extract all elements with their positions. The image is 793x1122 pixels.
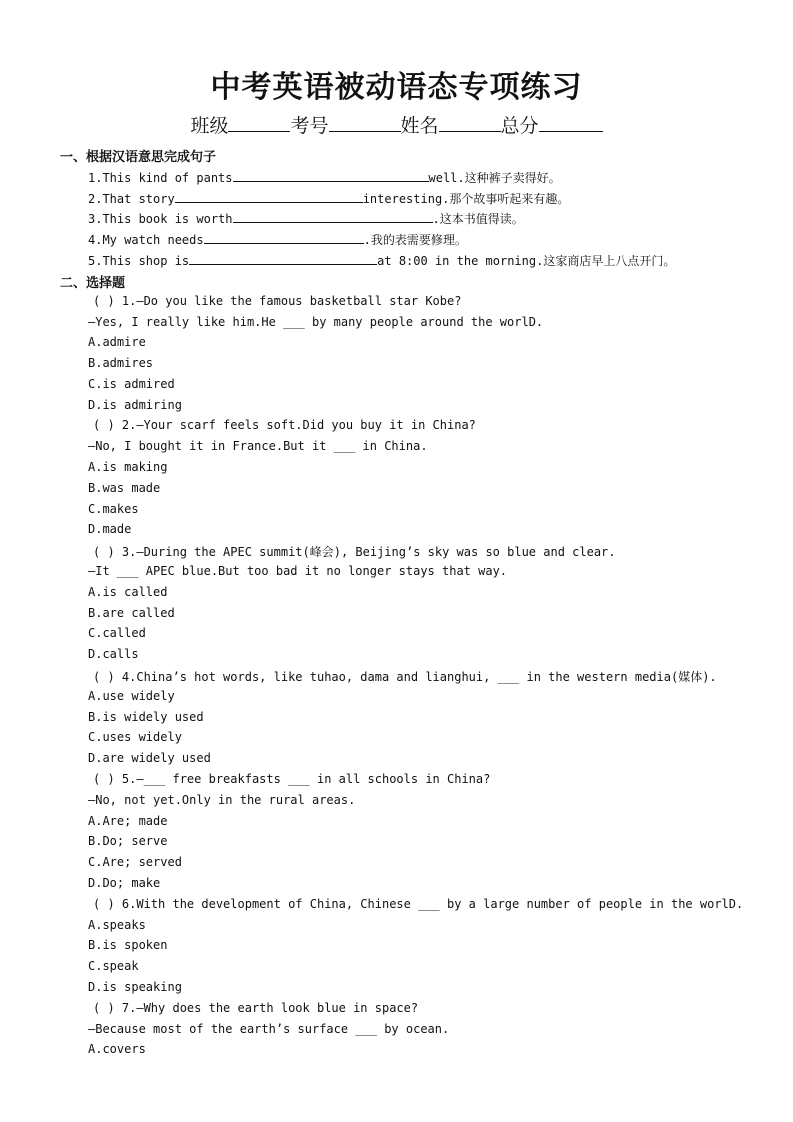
fill-item-prefix: 1.This kind of pants: [88, 171, 233, 185]
fill-item: [88, 252, 675, 269]
option-line: C.uses widely: [88, 730, 182, 744]
fill-item: [88, 190, 569, 207]
answer-blank: [204, 231, 364, 244]
option-line: B.Do; serve: [88, 834, 168, 848]
option-line: D.calls: [88, 647, 139, 661]
fill-item-suffix: well.这种裤子卖得好。: [428, 171, 561, 185]
header-fields: [0, 111, 793, 138]
section1-heading: 一、根据汉语意思完成句子: [60, 150, 217, 165]
score-label: 总分: [500, 115, 539, 137]
question-line: —No, I bought it in France.But it ___ in China.: [88, 439, 428, 453]
option-line: B.is spoken: [88, 938, 168, 952]
answer-blank: [233, 210, 433, 223]
option-line: B.is widely used: [88, 710, 204, 724]
fill-item-prefix: 2.That story: [88, 192, 175, 206]
question-line: —Because most of the earth’s surface ___ by ocean.: [88, 1022, 450, 1036]
name-blank: [439, 113, 501, 132]
option-line: B.was made: [88, 481, 161, 495]
exam-no-label: 考号: [290, 115, 329, 137]
answer-blank: [189, 252, 377, 265]
question-line: —No, not yet.Only in the rural areas.: [88, 793, 356, 807]
fill-item-suffix: interesting.那个故事听起来有趣。: [362, 192, 570, 206]
option-line: C.is admired: [88, 377, 175, 391]
question-stem: ( ) 5.—___ free breakfasts ___ in all schools in China?: [93, 772, 491, 786]
fill-item-suffix: at 8:00 in the morning.这家商店早上八点开门。: [377, 254, 676, 268]
fill-item-suffix: .这本书值得读。: [432, 212, 524, 226]
fill-item-prefix: 3.This book is worth: [88, 212, 233, 226]
option-line: A.is called: [88, 585, 168, 599]
option-line: D.are widely used: [88, 751, 211, 765]
option-line: B.are called: [88, 606, 175, 620]
question-stem: ( ) 7.—Why does the earth look blue in space?: [93, 1001, 419, 1015]
fill-item-suffix: .我的表需要修理。: [363, 233, 467, 247]
score-blank: [539, 113, 603, 132]
fill-item-prefix: 4.My watch needs: [88, 233, 204, 247]
page-title: 中考英语被动语态专项练习: [210, 70, 583, 105]
fill-item: [88, 231, 467, 248]
fill-item-prefix: 5.This shop is: [88, 254, 190, 268]
question-stem: ( ) 4.China’s hot words, like tuhao, dama and lianghui, ___ in the western media(媒体).: [93, 670, 717, 684]
class-label: 班级: [190, 115, 229, 137]
question-line: —It ___ APEC blue.But too bad it no longer stays that way.: [88, 564, 508, 578]
question-stem: ( ) 2.—Your scarf feels soft.Did you buy it in China?: [93, 418, 476, 432]
section2-heading: 二、选择题: [60, 276, 126, 291]
option-line: D.made: [88, 522, 132, 536]
option-line: A.Are; made: [88, 814, 168, 828]
question-stem: ( ) 1.—Do you like the famous basketball star Kobe?: [93, 294, 462, 308]
fill-item: [88, 169, 561, 186]
name-label: 姓名: [400, 115, 439, 137]
option-line: A.admire: [88, 335, 146, 349]
option-line: C.called: [88, 626, 146, 640]
fill-item: [88, 210, 524, 227]
option-line: A.is making: [88, 460, 168, 474]
option-line: B.admires: [88, 356, 154, 370]
question-stem: ( ) 3.—During the APEC summit(峰会), Beijing’s sky was so blue and clear.: [93, 545, 616, 559]
option-line: C.speak: [88, 959, 139, 973]
option-line: A.covers: [88, 1042, 146, 1056]
question-stem: ( ) 6.With the development of China, Chinese ___ by a large number of people in the worlD.: [93, 897, 744, 911]
option-line: D.is speaking: [88, 980, 182, 994]
answer-blank: [175, 190, 363, 203]
class-blank: [228, 113, 290, 132]
option-line: D.is admiring: [88, 398, 182, 412]
exam-no-blank: [329, 113, 401, 132]
option-line: A.use widely: [88, 689, 175, 703]
option-line: A.speaks: [88, 918, 146, 932]
answer-blank: [233, 169, 429, 182]
question-line: —Yes, I really like him.He ___ by many people around the worlD.: [88, 315, 544, 329]
option-line: C.Are; served: [88, 855, 182, 869]
option-line: D.Do; make: [88, 876, 161, 890]
option-line: C.makes: [88, 502, 139, 516]
